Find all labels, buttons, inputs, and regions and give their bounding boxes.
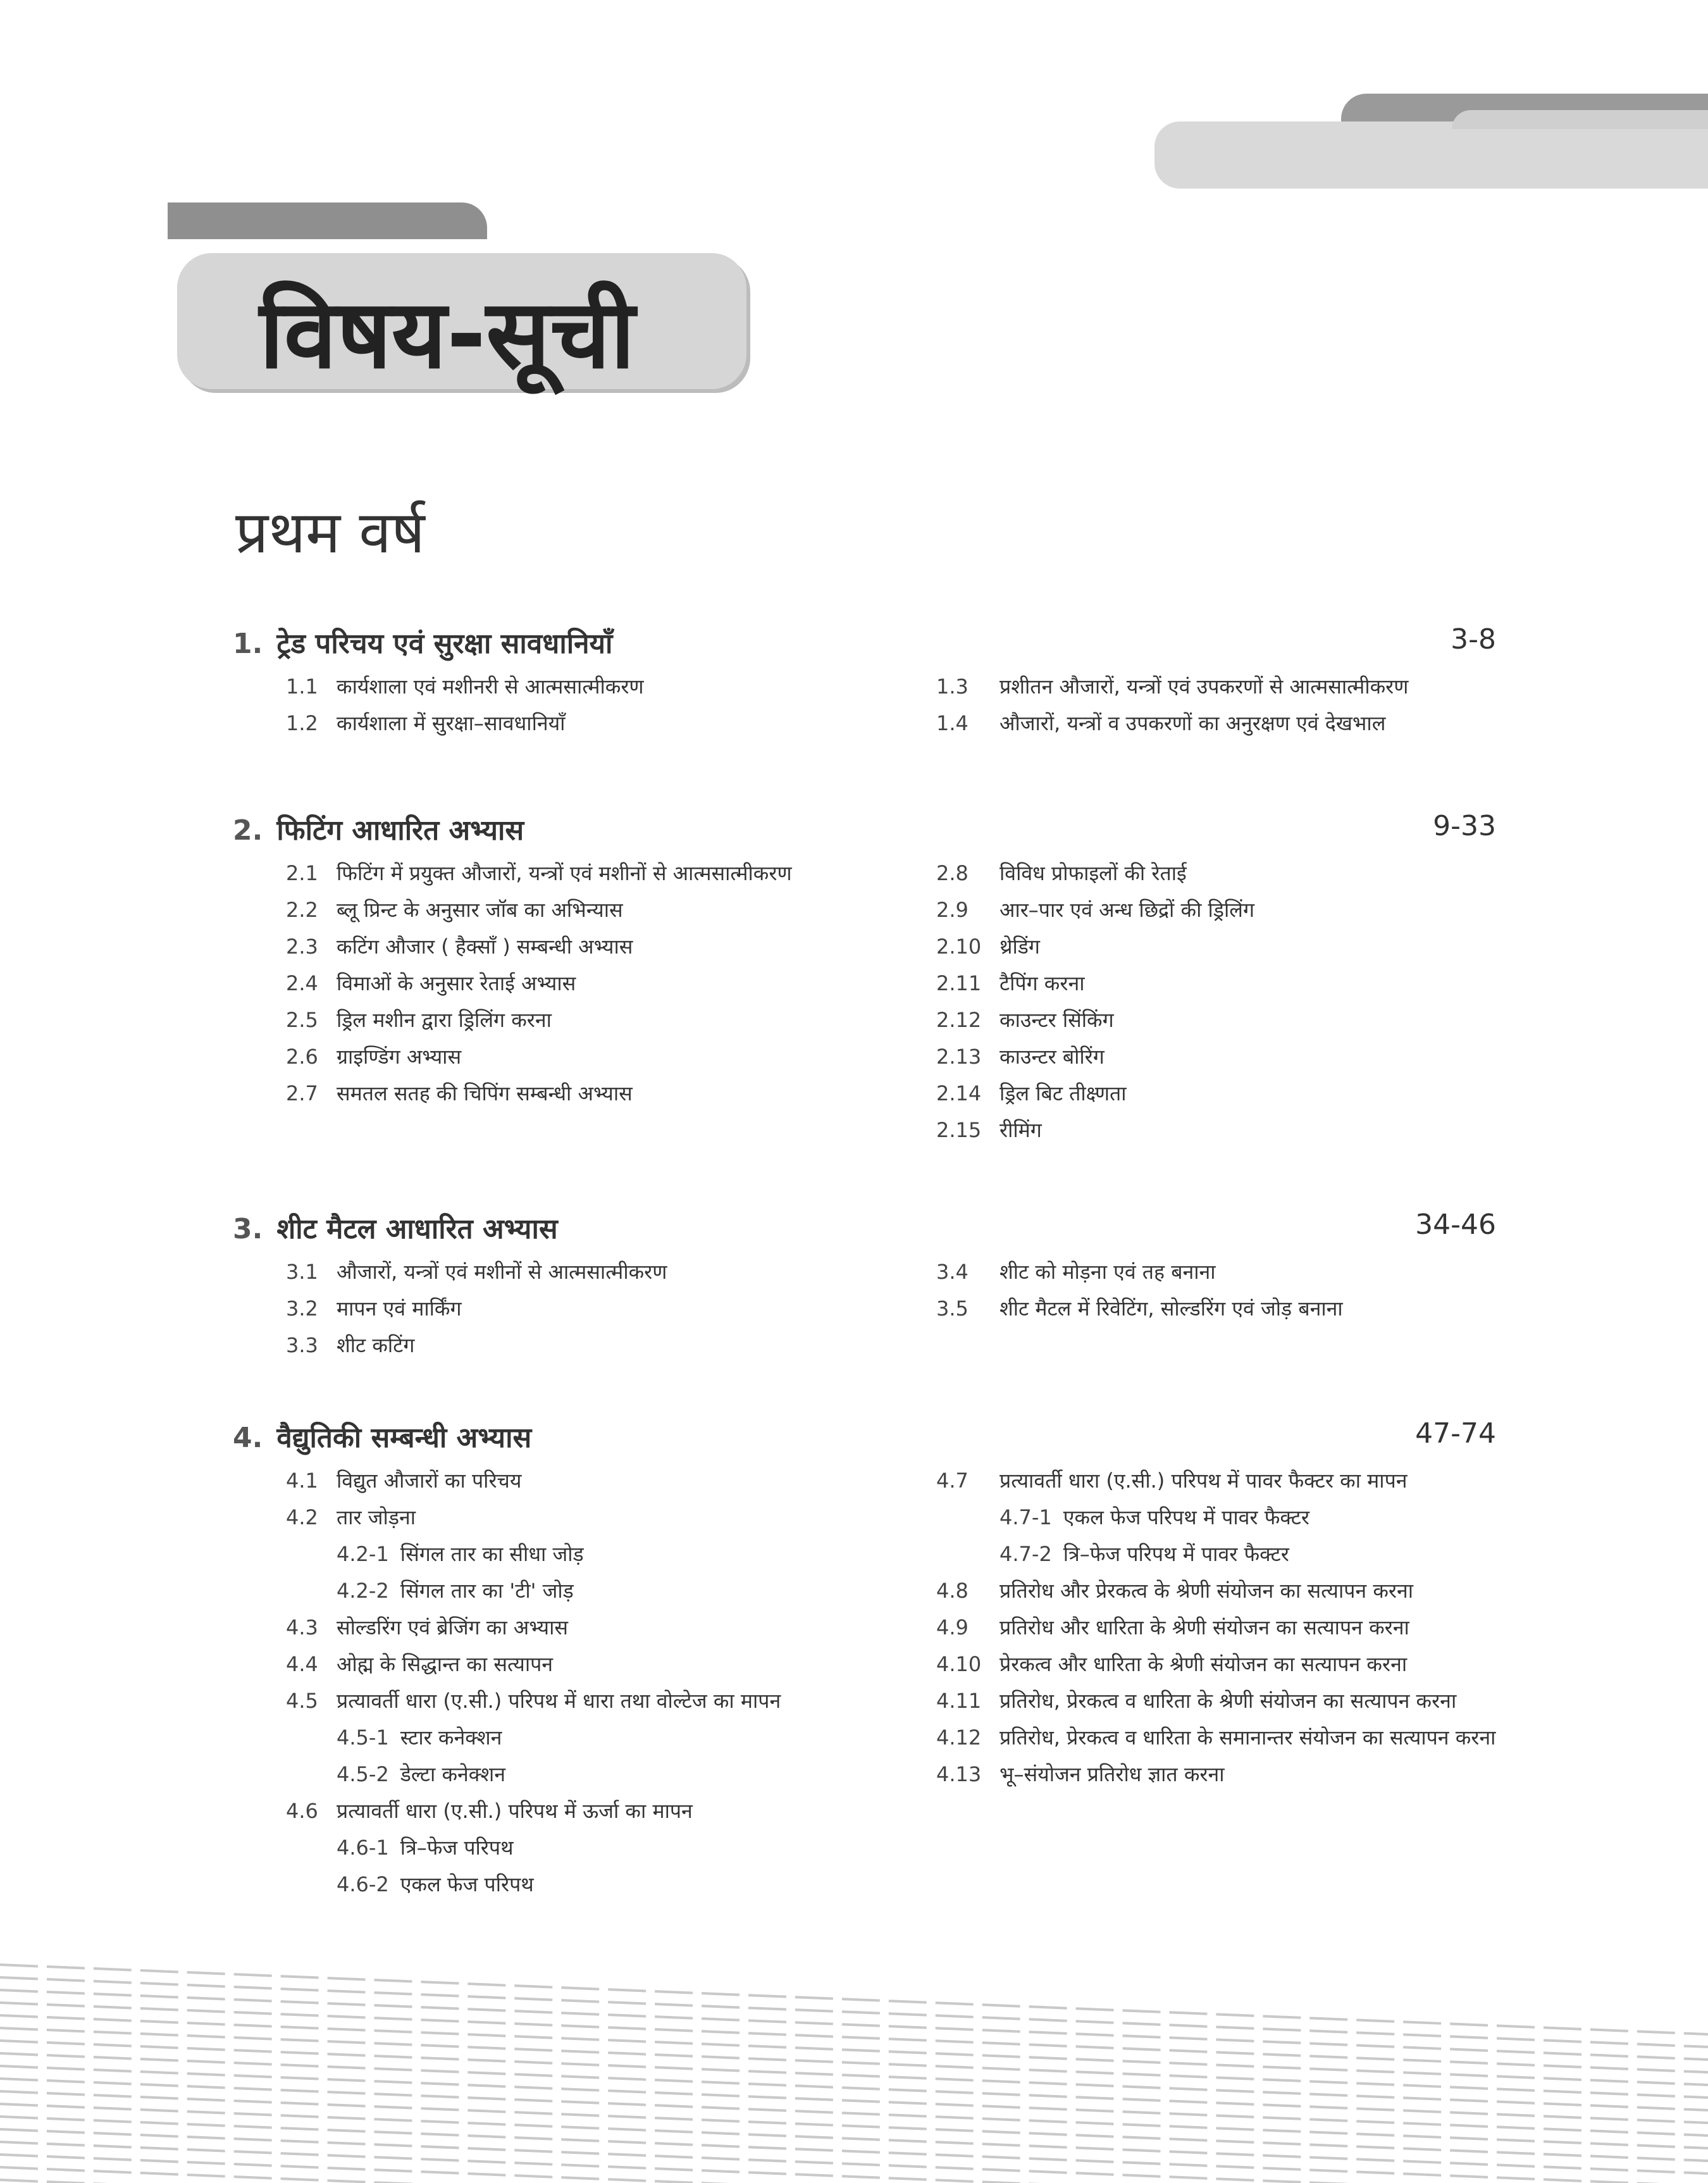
subitem-text: त्रि–फेज परिपथ में पावर फैक्टर	[1063, 1542, 1289, 1566]
item-text: मापन एवं मार्किंग	[337, 1297, 462, 1321]
subitem-number: 4.5-2	[337, 1762, 389, 1786]
toc-item	[936, 1043, 1512, 1071]
toc-item	[936, 896, 1512, 924]
toc-item	[286, 1797, 855, 1898]
toc-item	[936, 1258, 1512, 1286]
toc-item	[286, 933, 855, 961]
item-number: 1.1	[286, 675, 318, 699]
toc-item	[286, 1687, 855, 1788]
item-text: विविध प्रोफाइलों की रेताई	[999, 861, 1187, 885]
item-number: 4.13	[936, 1762, 982, 1786]
item-text: ब्लू प्रिन्ट के अनुसार जॉब का अभिन्यास	[337, 898, 623, 922]
toc-item	[936, 859, 1512, 887]
left-column	[286, 673, 855, 746]
item-text: ग्राइण्डिंग अभ्यास	[337, 1045, 462, 1069]
item-text: प्रतिरोध, प्रेरकत्व व धारिता के श्रेणी संयोजन का सत्यापन करना	[999, 1689, 1457, 1713]
section-pages: 3-8	[1451, 623, 1496, 656]
item-number: 4.2	[286, 1505, 318, 1529]
toc-item	[286, 1079, 855, 1107]
left-column	[286, 1258, 855, 1368]
item-text: ड्रिल बिट तीक्ष्णता	[999, 1081, 1127, 1105]
subitem-text: स्टार कनेक्शन	[400, 1726, 502, 1750]
toc-item	[286, 1614, 855, 1641]
subitem-number: 4.6-1	[337, 1836, 389, 1860]
toc-item	[936, 1577, 1512, 1605]
item-number: 4.3	[286, 1615, 318, 1639]
item-number: 2.4	[286, 971, 318, 995]
left-column	[286, 1467, 855, 1907]
toc-item	[936, 969, 1512, 997]
item-text: कटिंग औजार ( हैक्साँ ) सम्बन्धी अभ्यास	[337, 935, 633, 959]
subitem-text: डेल्टा कनेक्शन	[400, 1762, 505, 1786]
right-column	[936, 673, 1512, 746]
subitem-number: 4.7-2	[999, 1542, 1052, 1566]
decorative-stripes	[0, 1958, 1708, 2183]
toc-item	[286, 673, 855, 700]
item-text: विद्युत औजारों का परिचय	[337, 1469, 522, 1493]
item-text: रीमिंग	[999, 1118, 1042, 1142]
subitem-text: त्रि–फेज परिपथ	[400, 1836, 514, 1860]
item-number: 3.2	[286, 1297, 318, 1321]
toc-item	[286, 709, 855, 737]
section-title: शीट मैटल आधारित अभ्यास	[276, 1213, 558, 1245]
item-number: 4.5	[286, 1689, 318, 1713]
item-text: प्रेरकत्व और धारिता के श्रेणी संयोजन का सत्यापन करना	[999, 1652, 1408, 1676]
toc-item	[286, 1331, 855, 1359]
item-text: काउन्टर सिंकिंग	[999, 1008, 1114, 1032]
toc-item	[286, 969, 855, 997]
right-column	[936, 1467, 1512, 1797]
section-heading	[233, 810, 524, 848]
item-number: 2.8	[936, 861, 968, 885]
toc-item	[286, 1650, 855, 1678]
page-title: विषय-सूची	[259, 280, 635, 390]
section-number: 1.	[233, 628, 263, 660]
subitem-text: एकल फेज परिपथ में पावर फैक्टर	[1063, 1505, 1310, 1529]
item-number: 2.11	[936, 971, 982, 995]
section-number: 2.	[233, 814, 263, 847]
item-number: 4.11	[936, 1689, 982, 1713]
item-text: आर–पार एवं अन्ध छिद्रों की ड्रिलिंग	[999, 898, 1254, 922]
toc-item	[936, 1650, 1512, 1678]
item-text: समतल सतह की चिपिंग सम्बन्धी अभ्यास	[337, 1081, 633, 1105]
toc-item	[936, 1724, 1512, 1751]
subitem-number: 4.6-2	[337, 1872, 389, 1896]
right-column	[936, 1258, 1512, 1331]
toc-item	[286, 1503, 855, 1605]
item-text: प्रतिरोध, प्रेरकत्व व धारिता के समानान्तर संयोजन का सत्यापन करना	[999, 1726, 1496, 1750]
section-pages: 34-46	[1415, 1209, 1496, 1241]
item-text: ओह्म के सिद्धान्त का सत्यापन	[337, 1652, 554, 1676]
subitem-number: 4.2-1	[337, 1542, 389, 1566]
item-number: 2.13	[936, 1045, 982, 1069]
toc-item	[936, 1295, 1512, 1322]
section-heading	[233, 623, 612, 661]
toc-item	[286, 1295, 855, 1322]
item-number: 4.7	[936, 1469, 968, 1493]
item-number: 3.4	[936, 1260, 968, 1284]
subitem-text: सिंगल तार का 'टी' जोड़	[400, 1579, 574, 1603]
right-column	[936, 859, 1512, 1153]
item-number: 4.4	[286, 1652, 318, 1676]
toc-item	[286, 1467, 855, 1495]
item-text: प्रत्यावर्ती धारा (ए.सी.) परिपथ में धारा तथा वोल्टेज का मापन	[337, 1689, 781, 1713]
toc-item	[286, 1258, 855, 1286]
item-number: 2.15	[936, 1118, 982, 1142]
item-text: टैपिंग करना	[999, 971, 1085, 995]
subitem-number: 4.2-2	[337, 1579, 389, 1603]
subitem-text: सिंगल तार का सीधा जोड़	[400, 1542, 584, 1566]
subitem-number: 4.7-1	[999, 1505, 1052, 1529]
section-pages: 9-33	[1433, 810, 1496, 842]
item-text: शीट मैटल में रिवेटिंग, सोल्डरिंग एवं जोड़ बनाना	[999, 1297, 1343, 1321]
toc-subitem	[337, 1834, 855, 1862]
toc-subitem	[337, 1577, 855, 1605]
item-number: 4.6	[286, 1799, 318, 1823]
toc-item	[936, 1079, 1512, 1107]
toc-subitem	[999, 1540, 1512, 1568]
item-text: फिटिंग में प्रयुक्त औजारों, यन्त्रों एवं मशीनों से आत्मसात्मीकरण	[337, 861, 792, 885]
toc-item	[286, 859, 855, 887]
toc-item	[936, 1006, 1512, 1034]
year-heading: प्रथम वर्ष	[235, 499, 425, 566]
item-number: 2.7	[286, 1081, 318, 1105]
section-number: 3.	[233, 1213, 263, 1245]
section-title: फिटिंग आधारित अभ्यास	[276, 814, 524, 847]
decorative-tab-light	[1154, 121, 1708, 189]
toc-item	[936, 1116, 1512, 1144]
item-text: औजारों, यन्त्रों एवं मशीनों से आत्मसात्मीकरण	[337, 1260, 667, 1284]
toc-subitem	[337, 1540, 855, 1568]
item-number: 2.6	[286, 1045, 318, 1069]
item-number: 2.1	[286, 861, 318, 885]
item-number: 1.3	[936, 675, 968, 699]
item-text: प्रशीतन औजारों, यन्त्रों एवं उपकरणों से आत्मसात्मीकरण	[999, 675, 1409, 699]
toc-subitem	[999, 1503, 1512, 1531]
item-number: 1.4	[936, 711, 968, 735]
section-number: 4.	[233, 1422, 263, 1454]
subitem-text: एकल फेज परिपथ	[400, 1872, 534, 1896]
item-text: सोल्डरिंग एवं ब्रेजिंग का अभ्यास	[337, 1615, 569, 1639]
item-number: 3.3	[286, 1333, 318, 1357]
item-text: कार्यशाला एवं मशीनरी से आत्मसात्मीकरण	[337, 675, 644, 699]
toc-item	[936, 673, 1512, 700]
title-tab-decoration	[168, 202, 487, 239]
toc-subitem	[337, 1870, 855, 1898]
left-column	[286, 859, 855, 1116]
toc-item	[286, 896, 855, 924]
item-number: 4.12	[936, 1726, 982, 1750]
item-number: 2.12	[936, 1008, 982, 1032]
item-number: 2.9	[936, 898, 968, 922]
toc-item	[936, 1687, 1512, 1715]
item-text: भू–संयोजन प्रतिरोध ज्ञात करना	[999, 1762, 1225, 1786]
item-text: औजारों, यन्त्रों व उपकरणों का अनुरक्षण एवं देखभाल	[999, 711, 1386, 735]
toc-item	[286, 1006, 855, 1034]
item-text: प्रतिरोध और धारिता के श्रेणी संयोजन का सत्यापन करना	[999, 1615, 1409, 1639]
item-text: ड्रिल मशीन द्वारा ड्रिलिंग करना	[337, 1008, 552, 1032]
section-pages: 47-74	[1415, 1417, 1496, 1450]
item-number: 3.5	[936, 1297, 968, 1321]
toc-item	[286, 1043, 855, 1071]
item-text: तार जोड़ना	[337, 1505, 416, 1529]
section-heading	[233, 1209, 558, 1247]
toc-item	[936, 709, 1512, 737]
item-text: प्रतिरोध और प्रेरकत्व के श्रेणी संयोजन का सत्यापन करना	[999, 1579, 1414, 1603]
item-number: 1.2	[286, 711, 318, 735]
item-number: 4.1	[286, 1469, 318, 1493]
section-heading	[233, 1417, 531, 1455]
section-title: ट्रेड परिचय एवं सुरक्षा सावधानियाँ	[276, 628, 613, 660]
item-text: कार्यशाला में सुरक्षा–सावधानियाँ	[337, 711, 566, 735]
item-text: प्रत्यावर्ती धारा (ए.सी.) परिपथ में पावर फैक्टर का मापन	[999, 1469, 1408, 1493]
item-text: प्रत्यावर्ती धारा (ए.सी.) परिपथ में ऊर्जा का मापन	[337, 1799, 693, 1823]
subitem-number: 4.5-1	[337, 1726, 389, 1750]
toc-item	[936, 1614, 1512, 1641]
toc-item	[936, 933, 1512, 961]
item-number: 4.8	[936, 1579, 968, 1603]
item-number: 2.3	[286, 935, 318, 959]
toc-item	[936, 1760, 1512, 1788]
item-text: काउन्टर बोरिंग	[999, 1045, 1105, 1069]
item-number: 4.9	[936, 1615, 968, 1639]
item-text: शीट कटिंग	[337, 1333, 415, 1357]
item-number: 2.14	[936, 1081, 982, 1105]
item-number: 2.10	[936, 935, 982, 959]
item-number: 3.1	[286, 1260, 318, 1284]
item-text: शीट को मोड़ना एवं तह बनाना	[999, 1260, 1216, 1284]
item-number: 2.2	[286, 898, 318, 922]
item-text: विमाओं के अनुसार रेताई अभ्यास	[337, 971, 576, 995]
section-title: वैद्युतिकी सम्बन्धी अभ्यास	[276, 1422, 532, 1454]
item-number: 2.5	[286, 1008, 318, 1032]
item-text: थ्रेडिंग	[999, 935, 1040, 959]
item-number: 4.10	[936, 1652, 982, 1676]
toc-subitem	[337, 1760, 855, 1788]
toc-subitem	[337, 1724, 855, 1751]
toc-item	[936, 1467, 1512, 1568]
